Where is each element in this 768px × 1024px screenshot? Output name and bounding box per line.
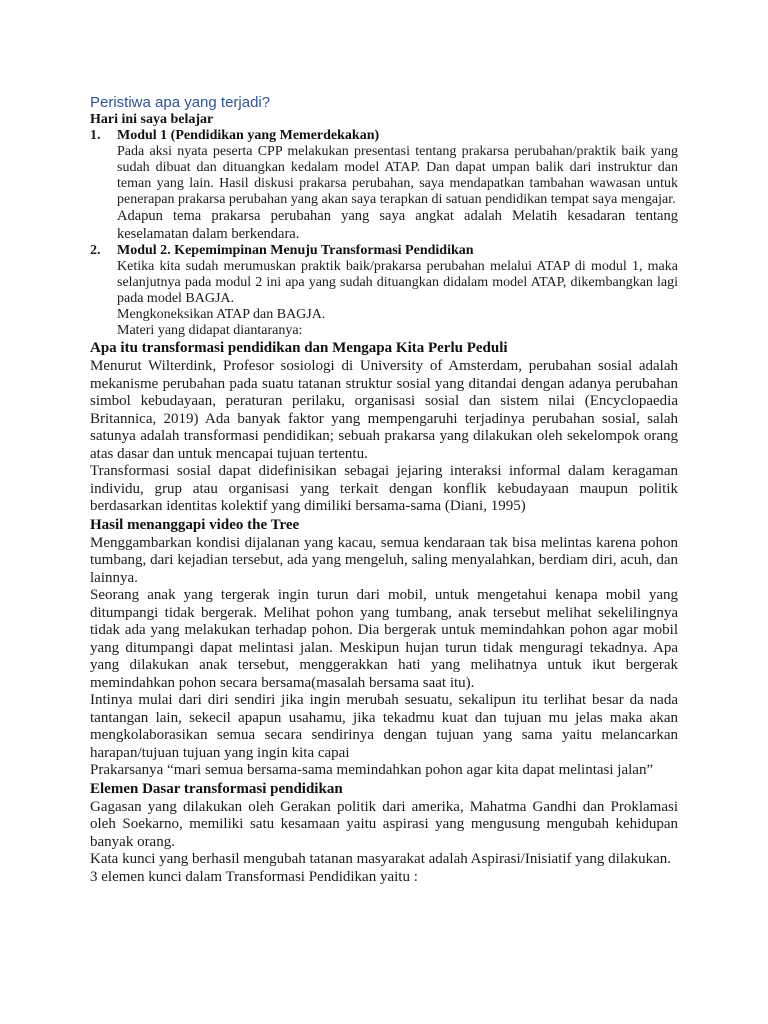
document-content: [90, 93, 678, 886]
module-number: 2.: [90, 243, 101, 258]
section-heading: Apa itu transformasi pendidikan dan Mengapa Kita Perlu Peduli: [90, 340, 508, 356]
intro-heading: Hari ini saya belajar: [90, 112, 214, 127]
module-paragraph: Mengkoneksikan ATAP dan BAGJA.: [117, 307, 326, 322]
section-paragraph: Menggambarkan kondisi dijalanan yang kacau, semua kendaraan tak bisa melintas karena pohon tumbang, dari kejadian tersebut, ada yang mengeluh, saling menyalahkan, berdiam diri, acuh, dan lainnya.: [90, 534, 678, 586]
section-paragraph: Prakarsanya “mari semua bersama-sama memindahkan pohon agar kita dapat melintasi jalan”: [90, 762, 654, 778]
section-heading: Hasil menanggapi video the Tree: [90, 516, 300, 533]
section-paragraph: Gagasan yang dilakukan oleh Gerakan politik dari amerika, Mahatma Gandhi dan Proklamasi oleh Soekarno, memiliki satu kesamaan yaitu aspirasi yang mengusung mengubah kehidupan banyak orang.: [90, 798, 678, 850]
section-paragraph: Intinya mulai dari diri sendiri jika ingin merubah sesuatu, sekalipun itu terlihat besar da nada tantangan lain, sekecil apapun usahamu, jika tekadmu kuat dan tujuan mu jelas maka akan mengkolaborasikan semua secara sendirinya dengan tujuan yang sama yaitu melancarkan harapan/tujuan tujuan yang ingin kita capai: [90, 692, 678, 761]
module-title: Modul 1 (Pendidikan yang Memerdekakan): [117, 128, 380, 143]
module-item-2: [90, 243, 678, 339]
module-paragraph: Materi yang didapat diantaranya:: [117, 323, 303, 338]
section-paragraph: Transformasi sosial dapat didefinisikan sebagai jejaring interaksi informal dalam keragaman individu, grup atau organisasi yang terkait dengan konflik kebudayaan maupun politik berdasarkan identitas kolektif yang dimiliki bersama-sama (Diani, 1995): [90, 463, 678, 514]
section-paragraph: Menurut Wilterdink, Profesor sosiologi di University of Amsterdam, perubahan sosial adalah mekanisme perubahan pada suatu tatanan struktur sosial yang ditandai dengan adanya perubahan simbol kebudayaan, peraturan perilaku, organisasi sosial dan sistem nilai (Encyclopaedia Britannica, 2019) Ada banyak faktor yang mempengaruhi terjadinya perubahan sosial, salah satunya adalah transformasi pendidikan; sebuah prakarsa yang dilakukan oleh sekelompok orang atas dasar dan untuk mencapai tujuan tertentu.: [90, 358, 678, 462]
module-body: [117, 128, 678, 243]
module-paragraph: Ketika kita sudah merumuskan praktik baik/prakarsa perubahan melalui ATAP di modul 1, maka selanjutnya pada modul 2 ini apa yang sudah dituangkan didalam model ATAP, dikembangkan lagi pada model BAGJA.: [117, 259, 678, 306]
section-paragraph: 3 elemen kunci dalam Transformasi Pendidikan yaitu :: [90, 868, 418, 885]
module-title: Modul 2. Kepemimpinan Menuju Transformasi Pendidikan: [117, 243, 474, 258]
question-heading: Peristiwa apa yang terjadi?: [90, 94, 271, 111]
section-heading: Elemen Dasar transformasi pendidikan: [90, 780, 343, 797]
module-item-1: [90, 128, 678, 243]
module-paragraph: Pada aksi nyata peserta CPP melakukan presentasi tentang prakarsa perubahan/praktik baik yang sudah dibuat dan dituangkan kedalam model ATAP. Dan dapat umpan balik dari instruktur dan teman yang lain. Hasil diskusi prakarsa perubahan, saya mendapatkan tambahan wawasan untuk penerapan prakarsa perubahan yang akan saya terapkan di satuan pendidikan tempat saya mengajar.: [117, 144, 678, 207]
section-paragraph: Kata kunci yang berhasil mengubah tatanan masyarakat adalah Aspirasi/Inisiatif yang dilakukan.: [90, 851, 672, 867]
module-body: [117, 243, 678, 339]
module-paragraph: Adapun tema prakarsa perubahan yang saya angkat adalah Melatih kesadaran tentang keselamatan dalam berkendara.: [117, 208, 678, 242]
section-paragraph: Seorang anak yang tergerak ingin turun dari mobil, untuk mengetahui kenapa mobil yang ditumpangi tidak bergerak. Melihat pohon yang tumbang, anak tersebut melihat sekelilingnya tidak ada yang melakukan terhadap pohon. Dia bergerak untuk memindahkan pohon agar mobil yang ditumpangi dapat melintasi jalan. Meskipun hujan turun tidak menguragi tekadnya. Apa yang dilakukan anak tersebut, menggerakkan hati yang melihatnya untuk ikut bergerak memindahkan pohon secara bersama(masalah bersama saat itu).: [90, 587, 678, 691]
module-number: 1.: [90, 128, 101, 143]
